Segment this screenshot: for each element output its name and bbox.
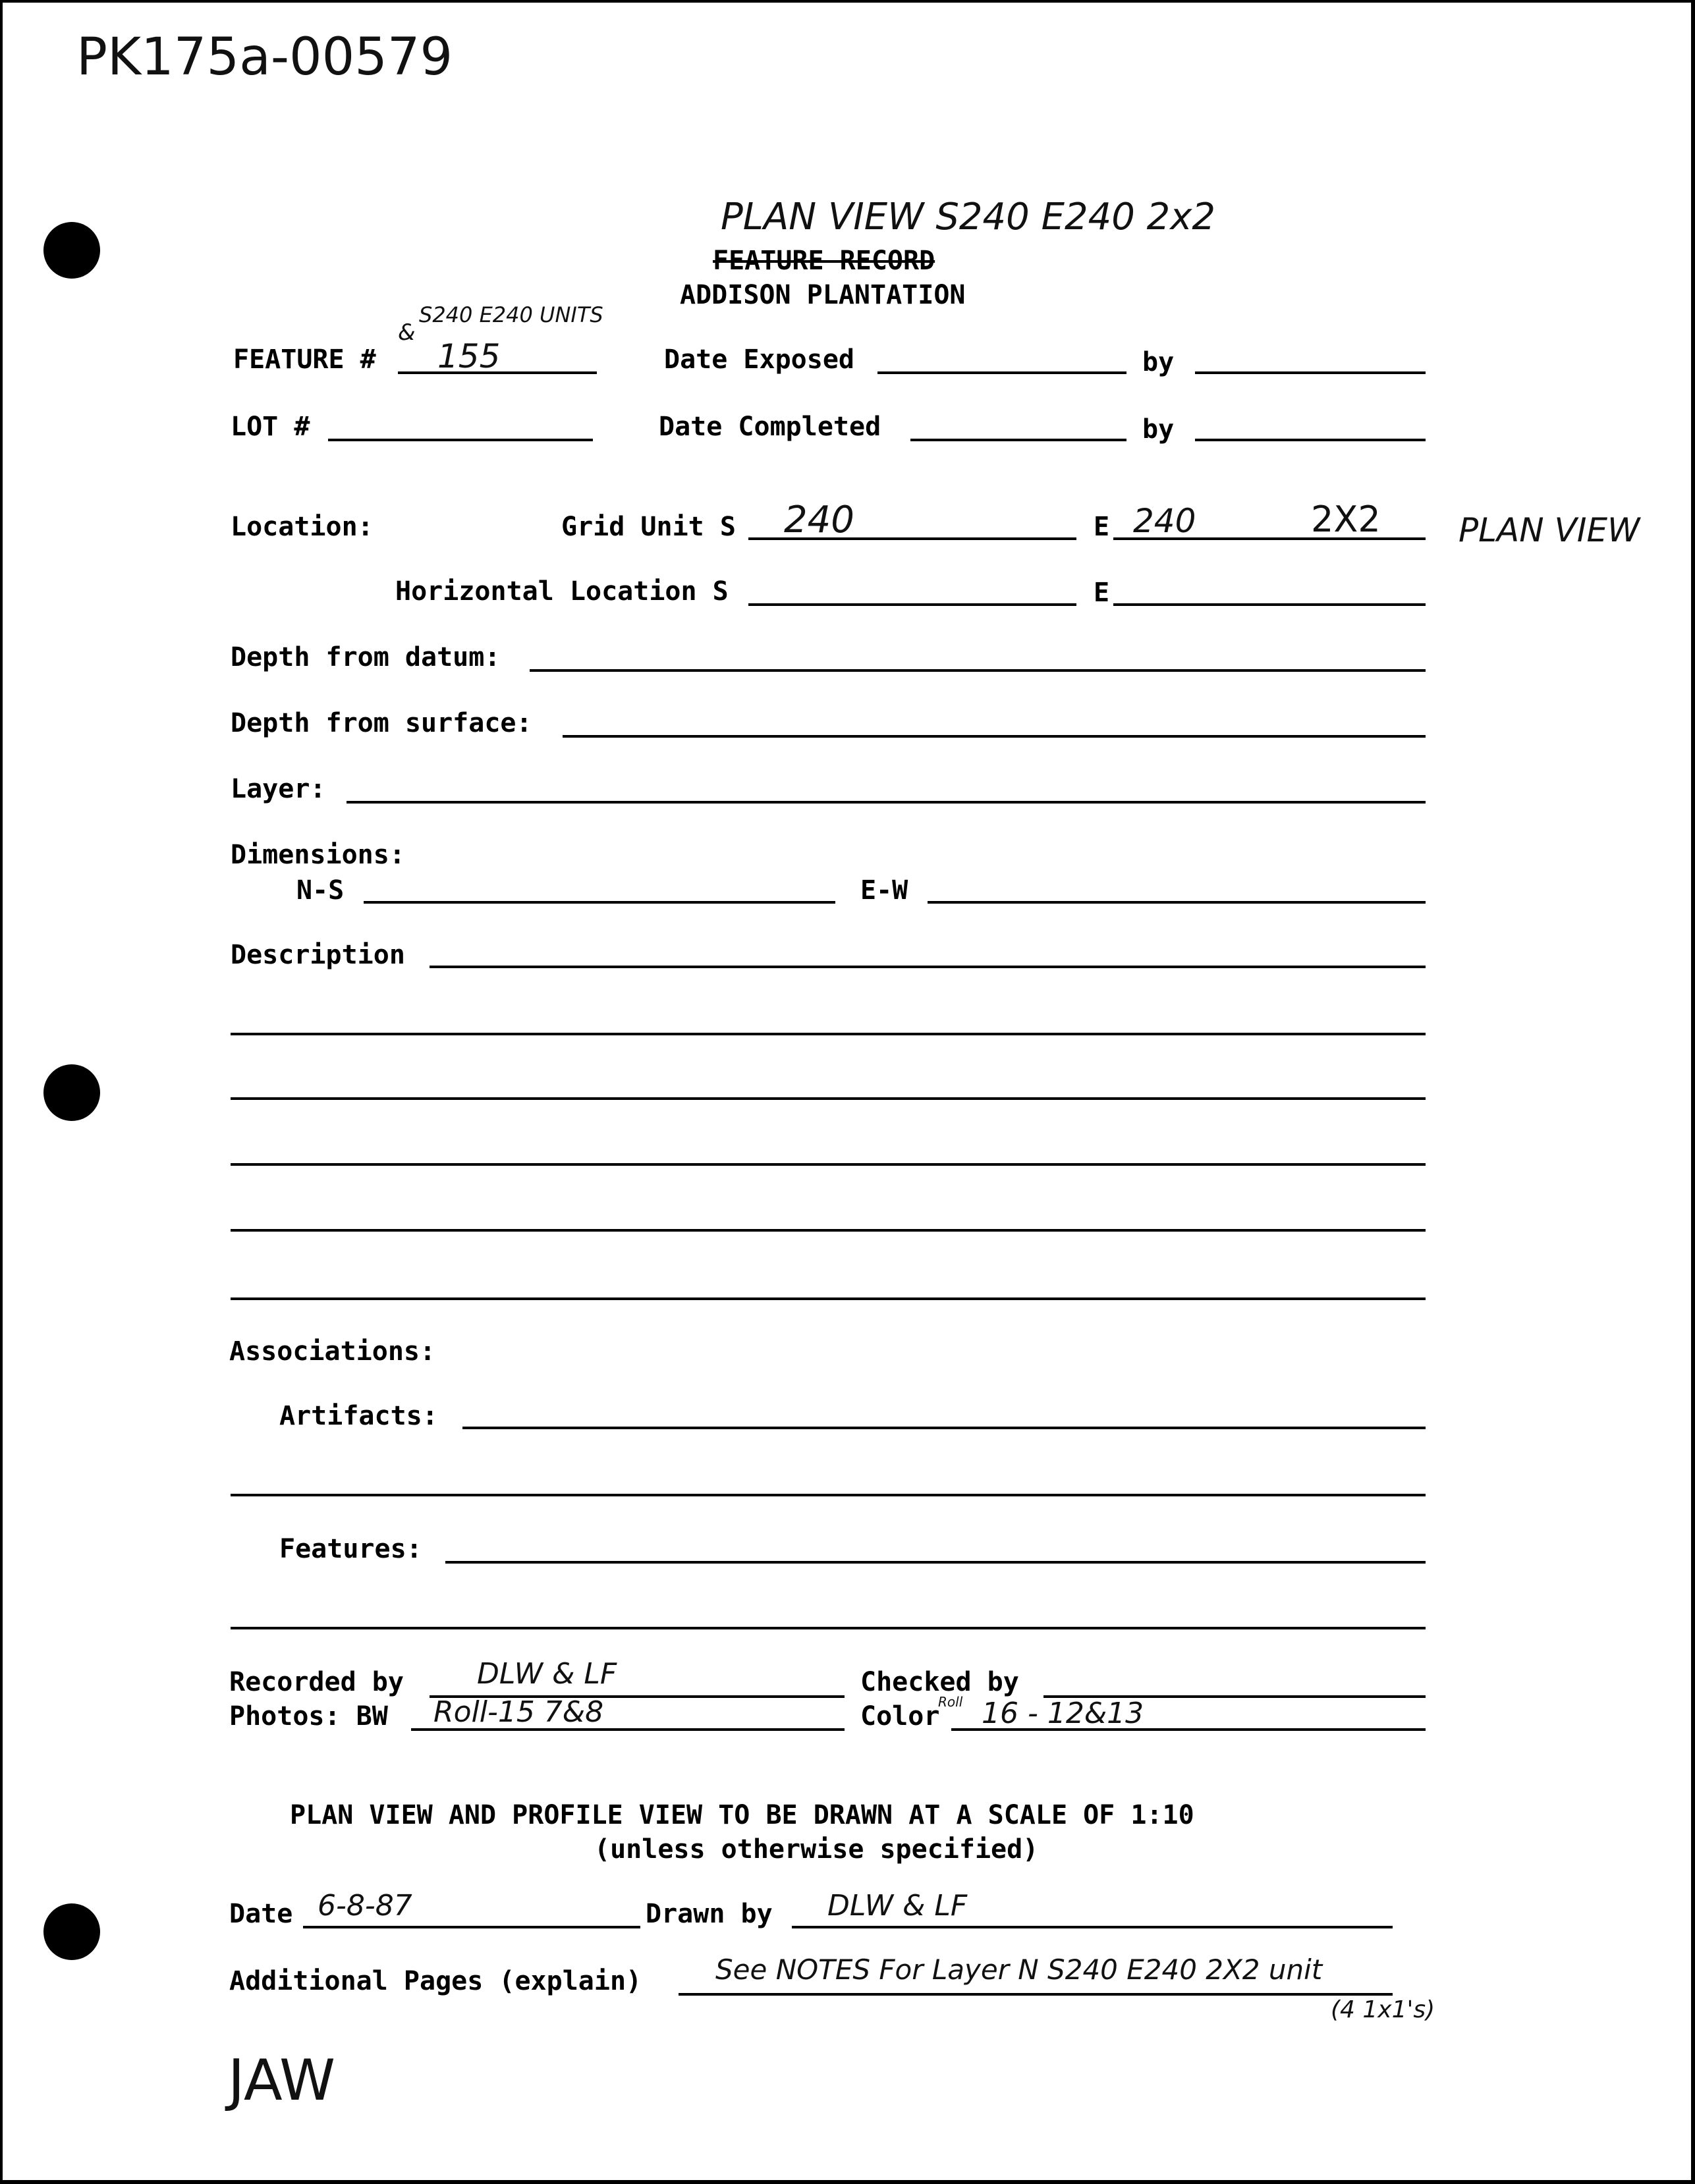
color-note: Roll [938,1694,963,1710]
photos-bw-line [411,1728,845,1731]
date-value: 6-8-87 [318,1889,412,1923]
feature-label: FEATURE # [233,344,376,375]
struck-title: FEATURE RECORD [713,246,935,276]
scale-instructions: PLAN VIEW AND PROFILE VIEW TO BE DRAWN AT A SCALE OF 1:10 [290,1800,1194,1830]
additional-pages-value: See NOTES For Layer N S240 E240 2X2 unit [715,1953,1323,1986]
features-line-1 [445,1561,1426,1564]
grid-e-label: E [1094,512,1110,542]
recorded-by-label: Recorded by [229,1667,404,1697]
artifacts-line-2 [231,1494,1426,1496]
horizontal-location-label: Horizontal Location S [395,576,729,607]
additional-pages-note: (4 1x1's) [1331,1996,1435,2023]
depth-surface-label: Depth from surface: [231,708,532,738]
horizontal-e-line [1113,603,1426,606]
description-line-3 [231,1097,1426,1100]
ew-label: E-W [860,875,908,906]
ns-line [364,901,835,904]
drawn-by-line [792,1926,1393,1928]
color-value: 16 - 12&13 [982,1697,1144,1730]
scale-instructions-note: (unless otherwise specified) [594,1834,1039,1865]
description-label: Description [231,940,405,970]
recorded-by-value: DLW & LF [477,1657,617,1691]
handwritten-title: PLAN VIEW S240 E240 2x2 [721,196,1216,238]
grid-unit-label: Grid Unit S [561,512,736,542]
description-line-4 [231,1163,1426,1166]
artifacts-label: Artifacts: [279,1401,438,1431]
lot-line [328,439,593,441]
color-line [951,1728,1426,1731]
depth-datum-line [530,669,1426,672]
date-exposed-line [877,371,1126,374]
punch-hole-bottom [43,1903,100,1960]
feature-prefix: & [398,319,416,346]
dimensions-label: Dimensions: [231,840,405,870]
initials: JAW [228,2048,336,2114]
date-completed-label: Date Completed [659,412,881,442]
description-line-2 [231,1033,1426,1035]
features-line-2 [231,1627,1426,1629]
feature-annotation: S240 E240 UNITS [419,302,603,327]
checked-by-label: Checked by [860,1667,1019,1697]
drawn-by-value: DLW & LF [827,1889,968,1923]
additional-pages-label: Additional Pages (explain) [229,1966,642,1996]
photos-bw-value: Roll-15 7&8 [433,1695,604,1729]
feature-value: 155 [437,337,501,375]
color-label: Color [860,1701,940,1732]
layer-line [347,801,1426,804]
by-line-2 [1195,439,1426,441]
additional-pages-line [679,1993,1393,1996]
depth-datum-label: Depth from datum: [231,642,501,672]
by-label-1: by [1142,347,1175,377]
photos-label: Photos: BW [229,1701,388,1732]
date-line [303,1926,640,1928]
by-line-1 [1195,371,1426,374]
punch-hole-middle [43,1064,100,1121]
description-line-6 [231,1297,1426,1300]
by-label-2: by [1142,414,1175,445]
horizontal-e-label: E [1094,578,1110,608]
description-line-1 [430,966,1426,968]
punch-hole-top [43,222,100,279]
date-completed-line [910,439,1126,441]
lot-label: LOT # [231,412,310,442]
features-label: Features: [279,1534,422,1564]
date-label: Date [229,1899,293,1929]
page-title: ADDISON PLANTATION [680,280,966,310]
location-label: Location: [231,512,374,542]
feature-line [398,371,597,374]
description-line-5 [231,1229,1426,1232]
layer-label: Layer: [231,774,326,804]
date-exposed-label: Date Exposed [664,344,854,375]
artifacts-line-1 [462,1427,1426,1429]
grid-e-line [1113,537,1426,540]
horizontal-s-line [748,603,1076,606]
grid-size: 2X2 [1311,499,1381,540]
grid-s-value: 240 [784,499,854,541]
grid-e-value: 240 [1133,502,1196,540]
associations-label: Associations: [229,1336,436,1367]
depth-surface-line [563,735,1426,738]
drawn-by-label: Drawn by [646,1899,773,1929]
grid-note: PLAN VIEW [1459,511,1640,549]
ns-label: N-S [296,875,345,906]
document-id: PK175a-00579 [76,28,453,87]
ew-line [928,901,1426,904]
grid-s-line [748,537,1076,540]
